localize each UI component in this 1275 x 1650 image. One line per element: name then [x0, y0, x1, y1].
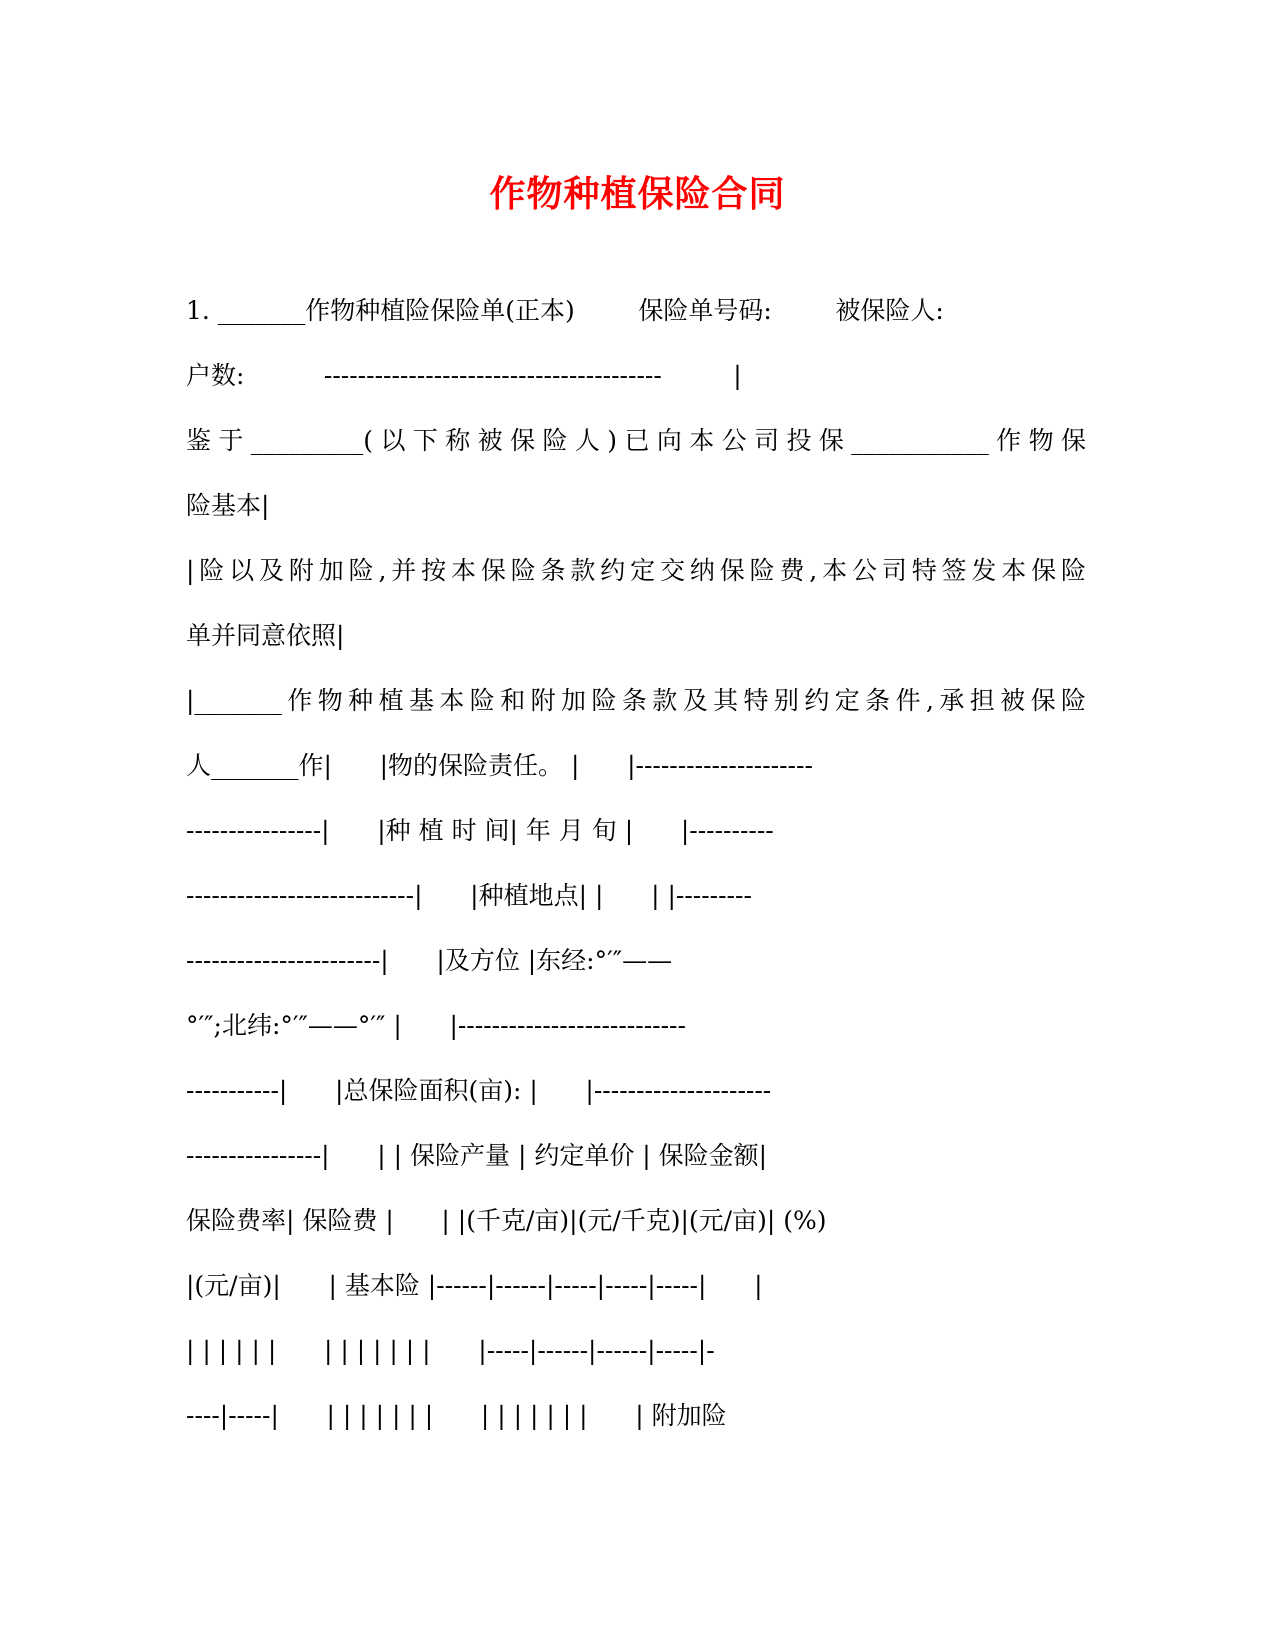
body-line: 单并同意依照|	[186, 621, 345, 650]
body-line: ----------------| |种 植 时 间| 年 月 旬 | |----------	[186, 816, 774, 845]
body-line: 保险费率| 保险费 | | |(千克/亩)|(元/千克)|(元/亩)| (%)	[186, 1206, 827, 1235]
body-line: 户数: ---------------------------------------- |	[186, 361, 742, 390]
document-title: 作物种植保险合同	[489, 173, 786, 215]
body-line: |(元/亩)| | 基本险 |------|------|-----|-----|-----| |	[186, 1271, 763, 1300]
body-line: °′″;北纬:°′″——°′″ | |---------------------------	[186, 1011, 686, 1040]
body-line: ---------------------------| |种植地点| | | |---------	[186, 881, 752, 910]
body-line: 鉴于_________(以下称被保险人)已向本公司投保___________作物保	[186, 426, 1086, 455]
body-line: -----------| |总保险面积(亩): | |---------------------	[186, 1076, 772, 1105]
body-line: 1. _______作物种植险保险单(正本) 保险单号码: 被保险人:	[186, 296, 944, 325]
body-line: -----------------------| |及方位 |东经:°′″——	[186, 946, 673, 975]
document-body	[186, 291, 1086, 1461]
body-line: |险以及附加险,并按本保险条款约定交纳保险费,本公司特签发本保险	[186, 556, 1086, 585]
body-line: ----|-----| | | | | | | | | | | | | | | | 附加险	[186, 1401, 727, 1430]
body-line: | | | | | | | | | | | | | |-----|------|------|-----|-	[186, 1336, 715, 1365]
body-line: 险基本|	[186, 491, 270, 520]
body-line: 人_______作| |物的保险责任。 | |---------------------	[186, 751, 813, 780]
body-line: |_______作物种植基本险和附加险条款及其特别约定条件,承担被保险	[186, 686, 1086, 715]
body-line: ----------------| | | 保险产量 | 约定单价 | 保险金额|	[186, 1141, 768, 1170]
